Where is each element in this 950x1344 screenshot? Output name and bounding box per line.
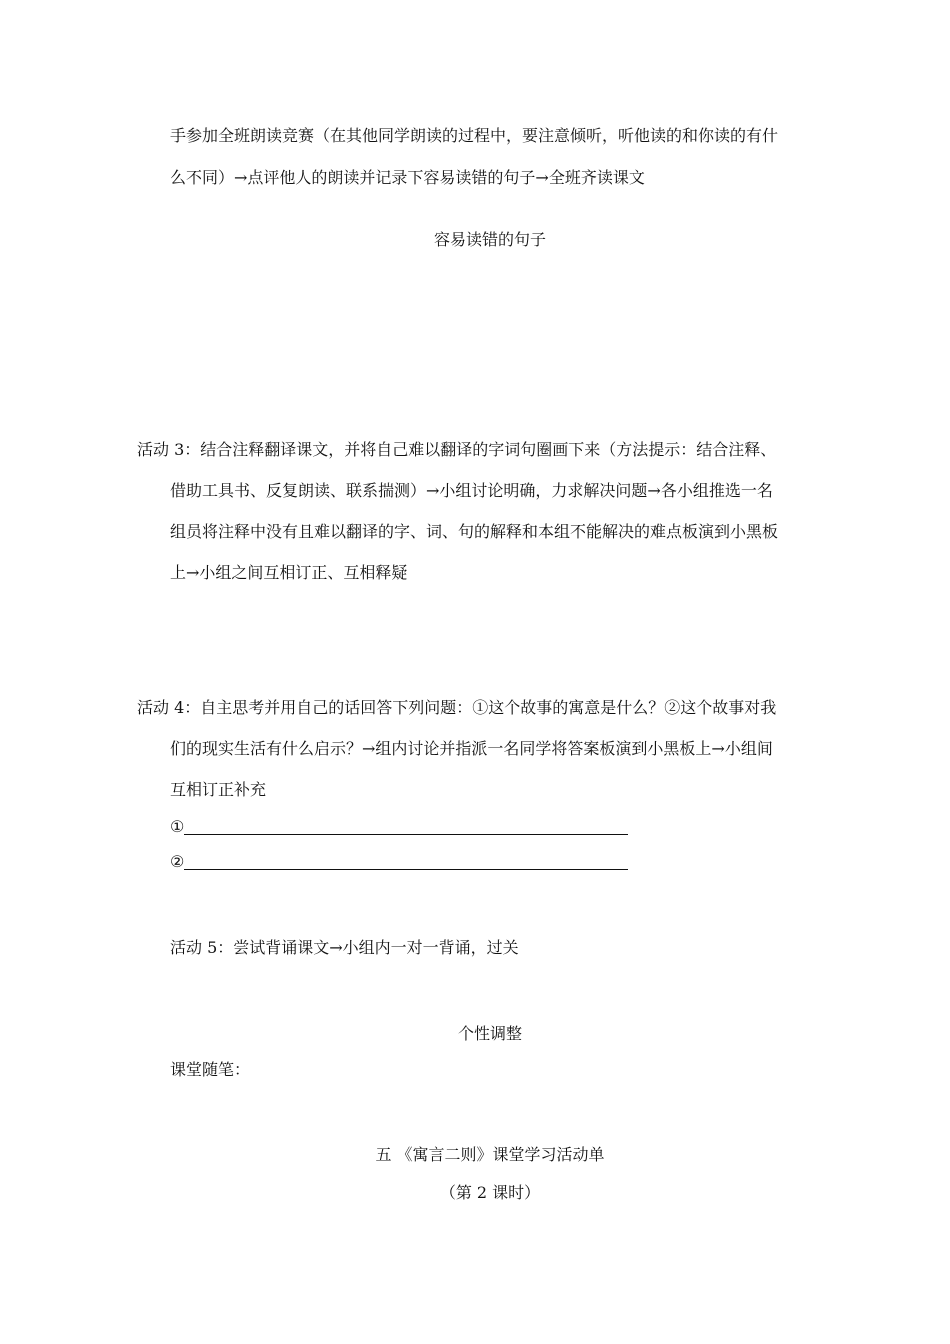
activity-3-line-1: 活动 3：结合注释翻译课文，并将自己难以翻译的字词句圈画下来（方法提示：结合注释、 <box>137 440 777 459</box>
notes-label: 课堂随笔： <box>170 1060 251 1079</box>
answer-row-1 <box>170 815 628 837</box>
easy-mistakes-heading: 容易读错的句子 <box>433 230 546 249</box>
answer-row-2 <box>170 850 628 872</box>
intro-line-1: 手参加全班朗读竞赛（在其他同学朗读的过程中，要注意倾听，听他读的和你读的有什 <box>170 126 779 145</box>
activity-3-line-3: 组员将注释中没有且难以翻译的字、词、句的解释和本组不能解决的难点板演到小黑板 <box>170 522 779 541</box>
personal-adjust-heading: 个性调整 <box>457 1024 522 1043</box>
answer-blank-1[interactable] <box>184 833 628 835</box>
activity-4-line-1: 活动 4：自主思考并用自己的话回答下列问题：①这个故事的寓意是什么？②这个故事对我 <box>137 698 777 717</box>
intro-line-2: 么不同）→点评他人的朗读并记录下容易读错的句子→全班齐读课文 <box>170 168 645 187</box>
next-lesson-title: 五 《寓言二则》课堂学习活动单 <box>375 1145 605 1164</box>
answer-blank-2[interactable] <box>184 868 628 870</box>
activity-4-line-2: 们的现实生活有什么启示？→组内讨论并指派一名同学将答案板演到小黑板上→小组间 <box>170 739 773 758</box>
activity-3-line-2: 借助工具书、反复朗读、联系揣测）→小组讨论明确，力求解决问题→各小组推选一名 <box>170 481 773 500</box>
activity-5: 活动 5：尝试背诵课文→小组内一对一背诵，过关 <box>170 938 519 957</box>
answer-mark-2: ② <box>170 852 185 871</box>
answer-mark-1: ① <box>170 817 185 836</box>
activity-3-line-4: 上→小组之间互相订正、互相释疑 <box>170 563 408 582</box>
activity-4-line-3: 互相订正补充 <box>170 780 267 799</box>
next-lesson-subtitle: （第 2 课时） <box>439 1183 541 1202</box>
